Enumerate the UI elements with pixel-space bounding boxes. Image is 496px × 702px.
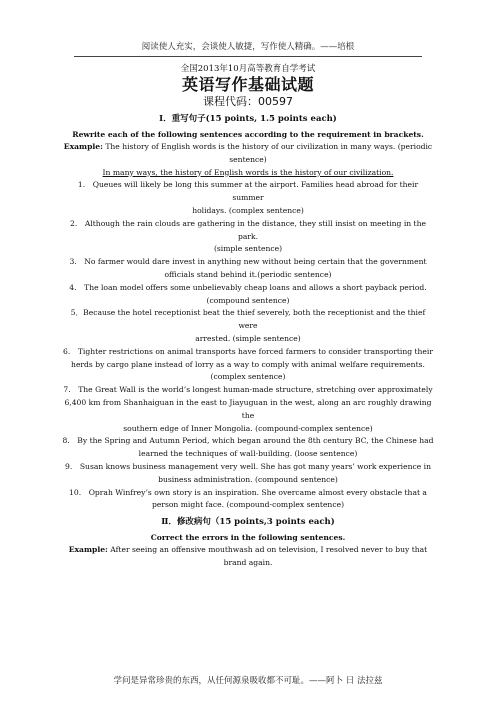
section1-instruction: Rewrite each of the following sentences according to the requirement in brackets. xyxy=(72,130,424,139)
question-line: 1. Queues will likely be long this summer at the airport. Families head abroad for their summer xyxy=(77,180,419,203)
question-2 xyxy=(62,218,434,256)
question-7 xyxy=(62,384,434,435)
question-4 xyxy=(62,282,434,308)
section2-example xyxy=(62,544,434,557)
question-line: southern edge of Inner Mongolia. (compound-complex sentence) xyxy=(123,423,373,433)
section1-example-answer: In many ways, the history of English words is the history of our civilization. xyxy=(102,167,394,177)
example-text: After seeing an offensive mouthwash ad on television, I resolved never to buy that xyxy=(110,545,428,555)
example-label: Example: xyxy=(63,142,103,151)
question-9 xyxy=(62,461,434,487)
question-8 xyxy=(62,435,434,461)
question-line: person might face. (compound-complex sentence) xyxy=(151,500,345,510)
footer-quote: 学问是异常珍贵的东西，从任何源泉吸收都不可耻。——阿卜 日 法拉兹 xyxy=(113,676,383,686)
course-code: 课程代码：00597 xyxy=(203,95,293,108)
question-line: holidays. (complex sentence) xyxy=(192,205,304,215)
question-line: 3. No farmer would dare invest in anything new without being certain that the government xyxy=(69,257,427,267)
example-text: The history of English words is the history of our civilization in many ways. (periodic xyxy=(105,142,433,151)
question-line: learned the techniques of wall-building. (loose sentence) xyxy=(138,449,358,459)
section1-heading: I．重写句子(15 points, 1.5 points each) xyxy=(159,114,337,124)
exam-title: 全国2013年10月高等教育自学考试 xyxy=(180,64,316,74)
question-6 xyxy=(62,346,434,384)
question-line: (simple sentence) xyxy=(213,244,283,254)
section1-example xyxy=(62,141,434,154)
question-line: herds by cargo plane instead of lorry as a way to comply with animal welfare requirements. xyxy=(71,359,425,369)
question-line: 6. Tighter restrictions on animal transports have forced farmers to consider transporting their xyxy=(63,346,433,356)
question-line: officials stand behind it.(periodic sentence) xyxy=(164,269,332,279)
question-line: 2. Although the rain clouds are gathering in the distance, they still insist on meeting in the park. xyxy=(70,218,426,241)
question-line: 9. Susan knows business management very well. She has got many years’ work experience in xyxy=(65,461,431,471)
question-1 xyxy=(62,179,434,217)
question-5 xyxy=(62,307,434,345)
document-body xyxy=(62,63,434,570)
section2-example-cont: brand again. xyxy=(223,557,273,567)
question-line: arrested. (simple sentence) xyxy=(195,333,301,343)
question-line: (compound sentence) xyxy=(206,295,290,305)
section2-heading: Ⅱ．修改病句（15 points,3 points each) xyxy=(161,517,335,528)
question-line: (complex sentence) xyxy=(210,372,286,382)
example-label: Example: xyxy=(68,545,108,555)
question-line: 4. The loan model offers some unbelievably cheap loans and allows a short payback period. xyxy=(69,282,427,292)
question-line: 10. Oprah Winfrey’s own story is an inspiration. She overcame almost every obstacle that a xyxy=(69,487,427,497)
header-quote: 阅读使人充实，会谈使人敏捷，写作使人精确。——培根 xyxy=(141,42,355,52)
question-line: 8. By the Spring and Autumn Period, which began around the 8th century BC, the Chinese had xyxy=(62,436,434,446)
section2-instruction: Correct the errors in the following sentences. xyxy=(150,533,346,543)
section1-example-cont: sentence) xyxy=(229,154,267,164)
question-10 xyxy=(62,487,434,513)
question-line: 5．Because the hotel receptionist beat the thief severely, both the receptionist and the thief were xyxy=(70,308,426,331)
question-line: 7. The Great Wall is the world’s longest human-made structure, stretching over approximately xyxy=(63,385,433,395)
question-line: 6,400 km from Shanhaiguan in the east to Jiayuguan in the west, along an arc roughly drawing the xyxy=(64,397,432,420)
main-title: 英语写作基础试题 xyxy=(181,75,314,94)
question-line: business administration. (compound sentence) xyxy=(158,474,338,484)
question-3 xyxy=(62,256,434,282)
header-divider xyxy=(74,56,422,57)
